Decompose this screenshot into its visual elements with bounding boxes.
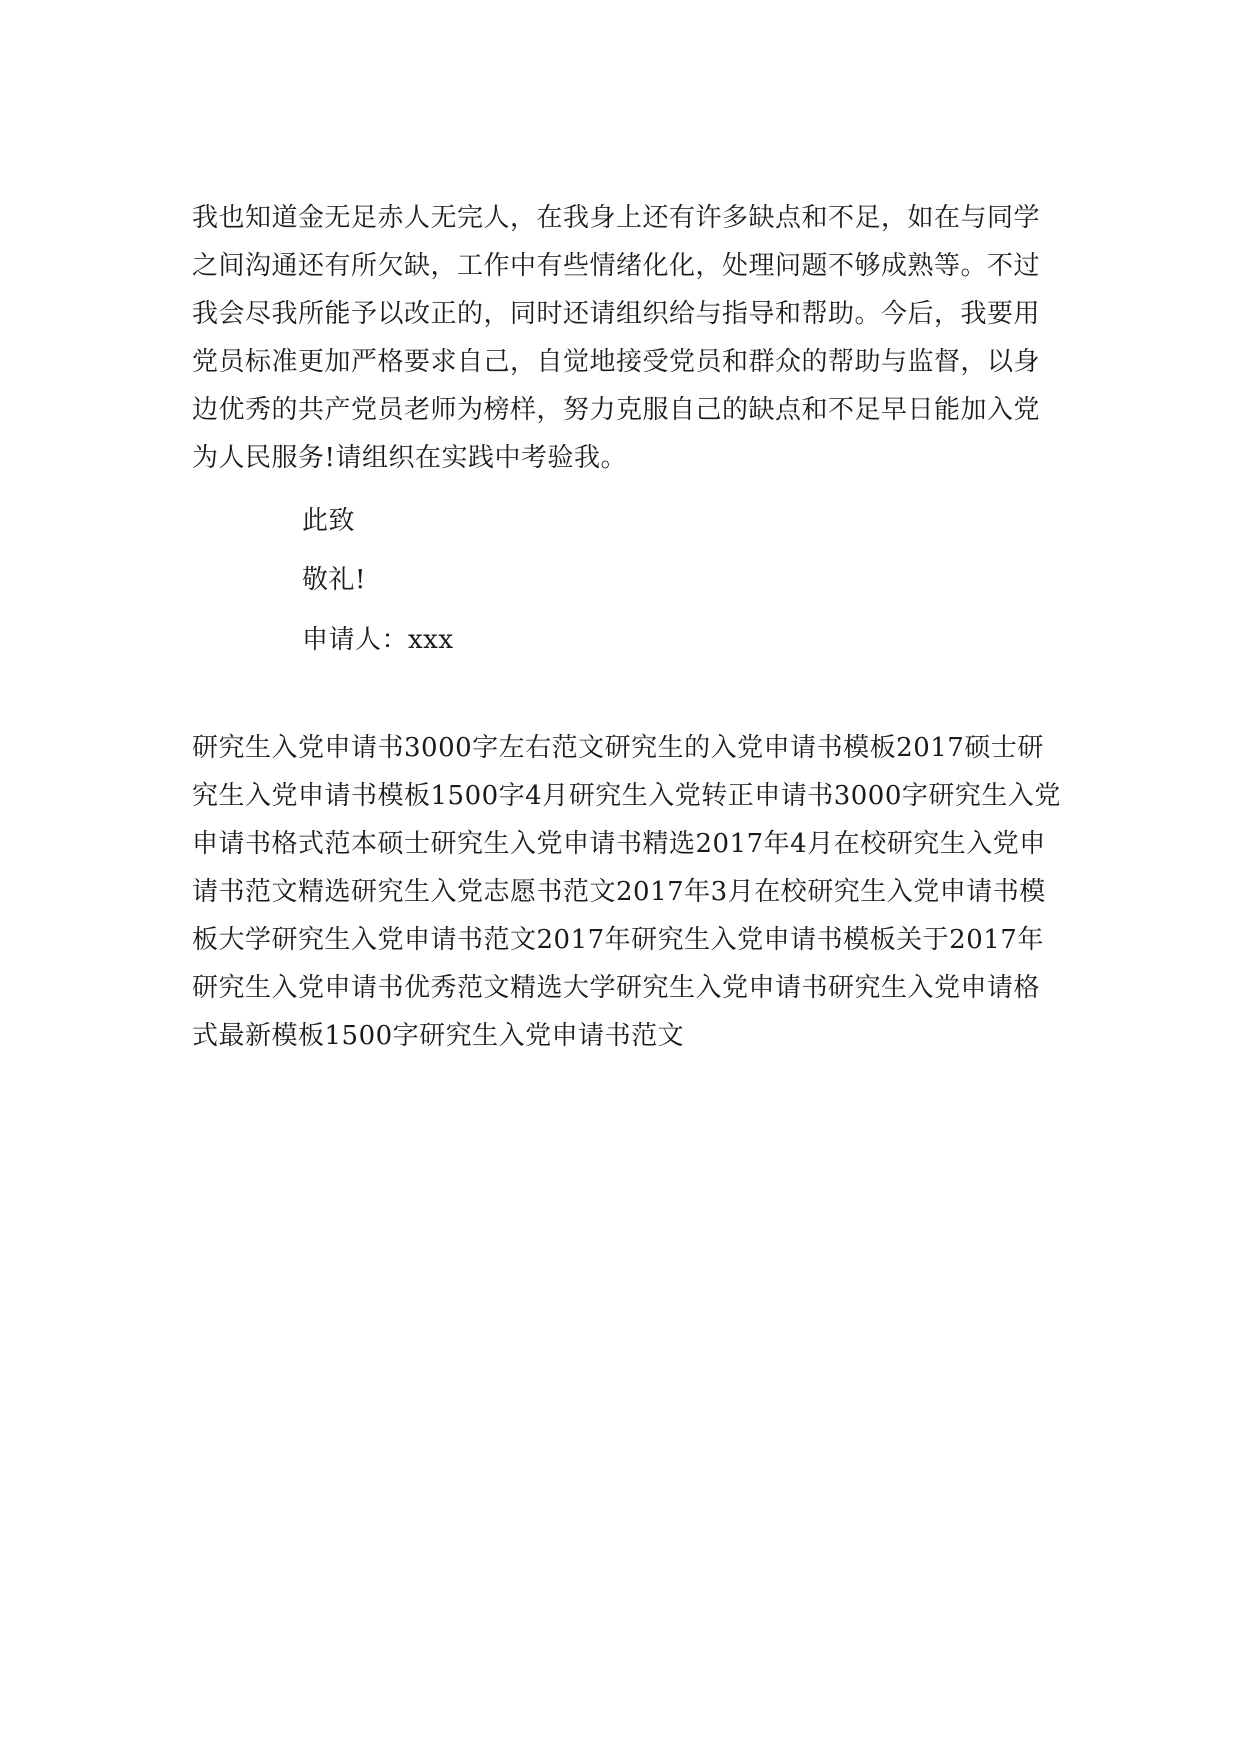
closing-respect: 敬礼! bbox=[302, 565, 366, 595]
body-paragraph: 我也知道金无足赤人无完人，在我身上还有许多缺点和不足，如在与同学之间沟通还有所欠缺，工作中有些情绪化化，处理问题不够成熟等。不过我会尽我所能予以改正的，同时还请组织给与指导和帮助。今后，我要用党员标准更加严格要求自己，自觉地接受党员和群众的帮助与监督，以身边优秀的共产党员老师为榜样，努力克服自己的缺点和不足早日能加入党为人民服务!请组织在实践中考验我。 bbox=[192, 203, 1041, 473]
related-links-paragraph: 研究生入党申请书3000字左右范文研究生的入党申请书模板2017硕士研究生入党申请书模板1500字4月研究生入党转正申请书3000字研究生入党申请书格式范本硕士研究生入党申请书精选2017年4月在校研究生入党申请书范文精选研究生入党志愿书范文2017年3月在校研究生入党申请书模板大学研究生入党申请书范文2017年研究生入党申请书模板关于2017年研究生入党申请书优秀范文精选大学研究生入党申请书研究生入党申请格式最新模板1500字研究生入党申请书范文 bbox=[192, 733, 1061, 1051]
applicant-signature: 申请人：xxx bbox=[302, 625, 454, 655]
closing-salutation: 此致 bbox=[302, 506, 356, 536]
